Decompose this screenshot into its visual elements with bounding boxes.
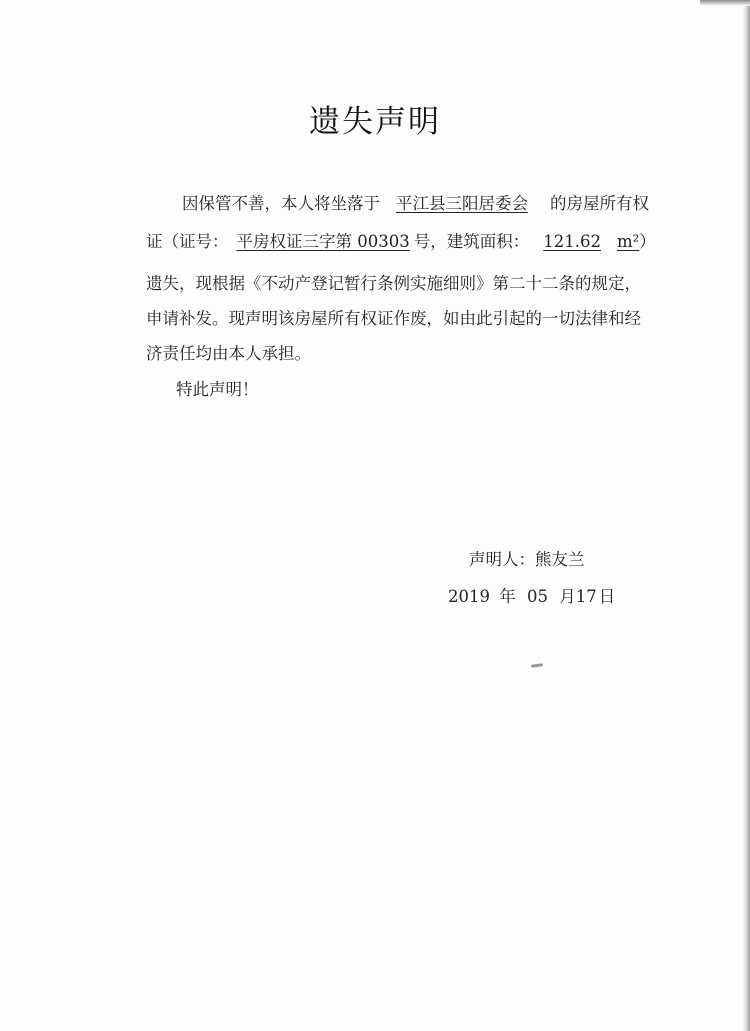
paragraph-line-3: 遗失，现根据《不动产登记暂行条例实施细则》第二十二条的规定， [146,274,641,293]
certificate-number-field: 平房权证三字第 00303 [236,232,410,251]
date-day-char: 日 [598,587,616,606]
scan-shadow-top [700,0,750,6]
signer-label: 声明人： [469,550,535,569]
text-segment: 的房屋所有权 [550,194,649,213]
date-year: 2019 [448,587,490,606]
date-year-char: 年 [499,587,516,606]
paragraph-line-4: 申请补发。现声明该房屋所有权证作废，如由此引起的一切法律和经 [146,309,641,328]
signer-name: 熊友兰 [535,550,585,569]
paragraph-line-1 [182,190,649,214]
scan-speck [531,663,543,668]
signer-line [469,546,585,570]
date-line [448,583,615,607]
document-title: 遗失声明 [309,104,441,140]
text-segment: 证（证号： [146,232,229,251]
text-segment: ） [639,232,656,251]
date-month-char: 月 [559,587,576,606]
date-month: 05 [527,587,548,606]
location-field: 平江县三阳居委会 [396,194,528,213]
scan-shadow-edge [742,0,750,1031]
text-segment: 号，建筑面积： [413,232,530,251]
area-field: 121.62 m² [543,232,640,251]
paragraph-line-5: 济责任均由本人承担。 [146,344,311,363]
text-segment: 因保管不善，本人将坐落于 [182,194,380,213]
closing-statement: 特此声明！ [176,380,259,399]
date-day: 17 [575,587,597,606]
paragraph-line-2 [146,228,656,252]
